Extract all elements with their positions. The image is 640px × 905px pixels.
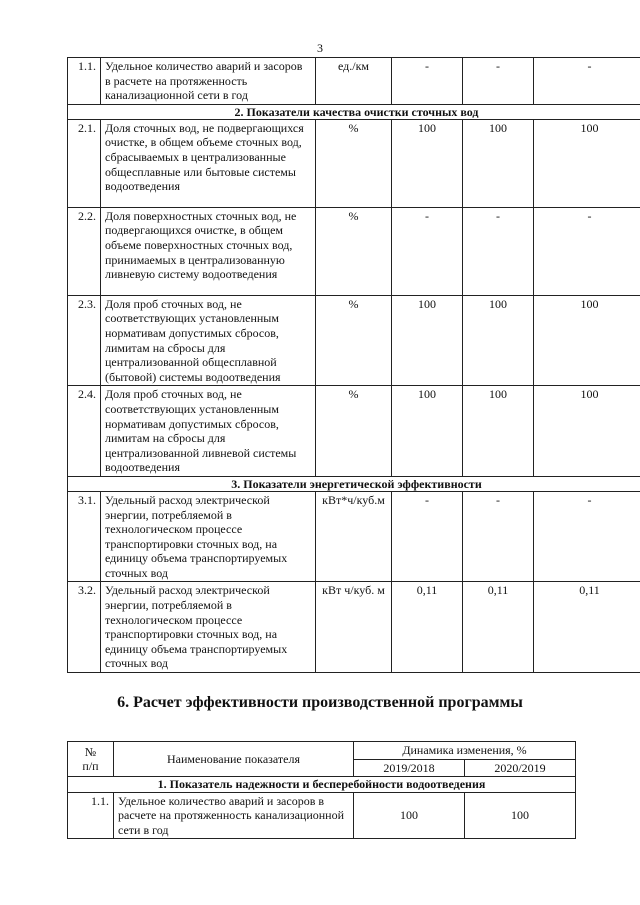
row-value: 100 <box>392 295 463 386</box>
row-value: - <box>392 207 463 295</box>
row-name: Доля проб сточных вод, не соответствующих установленным нормативам допустимых сбросов, лимитам на сбросы для централизованной ливневой системы водоотведения <box>101 386 316 477</box>
table-row <box>68 207 640 295</box>
row-value: 100 <box>463 295 534 386</box>
row-value: 0,11 <box>534 582 640 673</box>
row-value: - <box>463 207 534 295</box>
row-value: 100 <box>534 119 640 207</box>
row-value: 100 <box>534 295 640 386</box>
section-header <box>68 777 576 793</box>
row-value: 0,11 <box>392 582 463 673</box>
column-header-number-line1: № <box>84 744 97 759</box>
row-unit: % <box>316 295 392 386</box>
header-row <box>68 742 576 760</box>
row-value: - <box>463 491 534 582</box>
table-row <box>68 491 640 582</box>
section-heading: 6. Расчет эффективности производственной программы <box>117 694 523 711</box>
column-header-year: 2020/2019 <box>465 759 576 777</box>
row-number: 1.1. <box>68 58 101 105</box>
column-header-name: Наименование показателя <box>114 742 354 777</box>
row-value: - <box>534 207 640 295</box>
row-number: 3.1. <box>68 491 101 582</box>
row-unit: % <box>316 207 392 295</box>
row-number: 2.3. <box>68 295 101 386</box>
section-title: 1. Показатель надежности и бесперебойности водоотведения <box>68 777 576 793</box>
section-title: 2. Показатели качества очистки сточных вод <box>68 104 640 119</box>
row-value: 0,11 <box>463 582 534 673</box>
section-title: 3. Показатели энергетической эффективности <box>68 476 640 491</box>
indicators-table <box>67 57 640 673</box>
row-unit: кВт ч/куб. м <box>316 582 392 673</box>
section-header <box>68 476 640 491</box>
row-value: - <box>534 58 640 105</box>
column-header-number-line2: п/п <box>82 759 99 773</box>
page-number: 3 <box>317 41 323 55</box>
row-number: 2.4. <box>68 386 101 477</box>
row-value: - <box>392 58 463 105</box>
row-name: Удельный расход электрической энергии, потребляемой в технологическом процессе транспортировки сточных вод, на единицу объема транспортируемых сточных вод <box>101 491 316 582</box>
column-header-number <box>68 742 114 777</box>
row-number: 2.2. <box>68 207 101 295</box>
table-row <box>68 386 640 477</box>
row-value: - <box>392 491 463 582</box>
row-unit: ед./км <box>316 58 392 105</box>
row-value: 100 <box>354 792 465 839</box>
row-value: 100 <box>534 386 640 477</box>
row-name: Удельное количество аварий и засоров в расчете на протяженность канализационной сети в год <box>101 58 316 105</box>
table-row <box>68 119 640 207</box>
column-header-dynamics: Динамика изменения, % <box>354 742 576 760</box>
row-number: 3.2. <box>68 582 101 673</box>
row-name: Доля поверхностных сточных вод, не подвергающихся очистке, в общем объеме поверхностных сточных вод, принимаемых в централизованную ливневую систему водоотведения <box>101 207 316 295</box>
row-unit: кВт*ч/куб.м <box>316 491 392 582</box>
row-unit: % <box>316 119 392 207</box>
table-row <box>68 58 640 105</box>
row-number: 2.1. <box>68 119 101 207</box>
row-name: Доля сточных вод, не подвергающихся очистке, в общем объеме сточных вод, сбрасываемых в централизованные общесплавные или бытовые системы водоотведения <box>101 119 316 207</box>
table-row <box>68 792 576 839</box>
row-value: 100 <box>463 119 534 207</box>
row-value: 100 <box>463 386 534 477</box>
row-value: 100 <box>392 119 463 207</box>
efficiency-table <box>67 741 576 839</box>
row-value: - <box>463 58 534 105</box>
row-name: Удельное количество аварий и засоров в расчете на протяженность канализационной сети в год <box>114 792 354 839</box>
row-value: 100 <box>465 792 576 839</box>
row-unit: % <box>316 386 392 477</box>
row-number: 1.1. <box>68 792 114 839</box>
row-name: Удельный расход электрической энергии, потребляемой в технологическом процессе транспортировки сточных вод, на единицу объема транспортируемых сточных вод <box>101 582 316 673</box>
table-row <box>68 582 640 673</box>
row-value: 100 <box>392 386 463 477</box>
row-value: - <box>534 491 640 582</box>
section-header <box>68 104 640 119</box>
row-name: Доля проб сточных вод, не соответствующих установленным нормативам допустимых сбросов, лимитам на сбросы для централизованной общесплавной (бытовой) системы водоотведения <box>101 295 316 386</box>
table-row <box>68 295 640 386</box>
column-header-year: 2019/2018 <box>354 759 465 777</box>
